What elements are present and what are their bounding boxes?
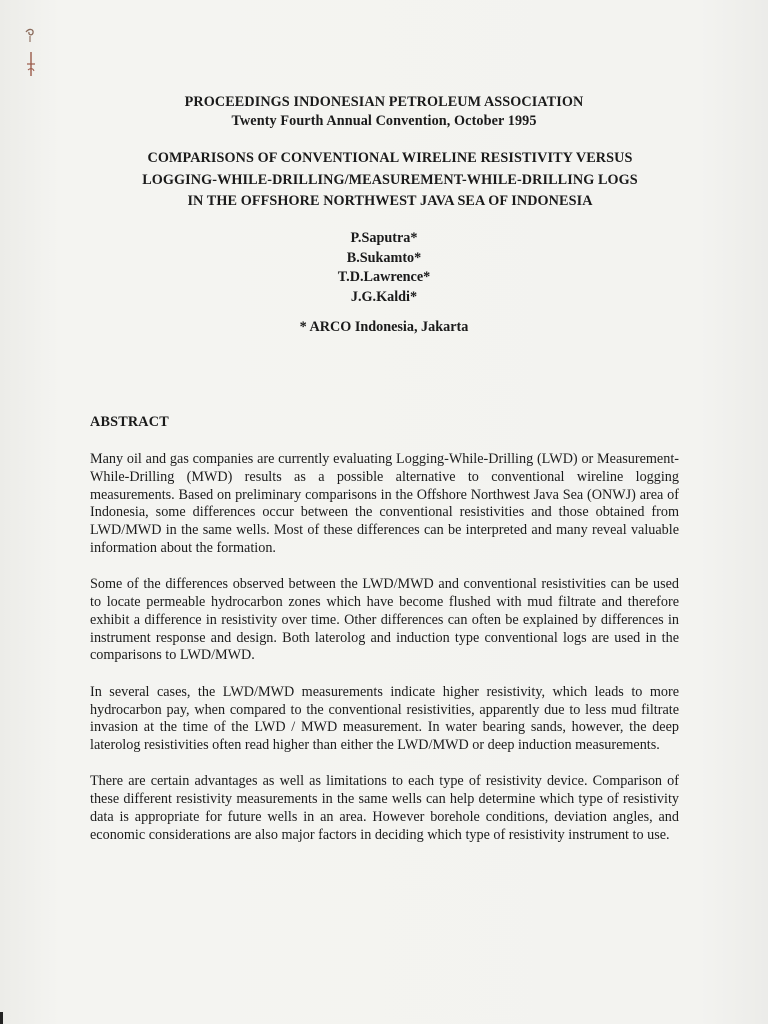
abstract-paragraph: In several cases, the LWD/MWD measurements indicate higher resistivity, which leads to more hydrocarbon pay, when compared to the conventional resistivities, apparently due to less mud filtrate invasion at the time of the LWD / MWD measurement. In water bearing sands, however, the deep laterolog resistivities often read higher than either the LWD/MWD or deep induction measurements. <box>90 683 679 754</box>
author-name: B.Sukamto* <box>346 249 422 266</box>
title-line: COMPARISONS OF CONVENTIONAL WIRELINE RESISTIVITY VERSUS <box>147 150 633 166</box>
title-line: IN THE OFFSHORE NORTHWEST JAVA SEA OF INDONESIA <box>187 193 593 209</box>
conference-header <box>0 93 768 131</box>
handwritten-mark-icon <box>20 24 44 80</box>
abstract-body <box>90 451 679 863</box>
author-list <box>0 229 768 307</box>
affiliation: * ARCO Indonesia, Jakarta <box>299 319 469 335</box>
conference-edition: Twenty Fourth Annual Convention, October 1995 <box>231 113 537 129</box>
scan-edge-mark <box>0 1012 3 1024</box>
abstract-paragraph: Some of the differences observed between the LWD/MWD and conventional resistivities can be used to locate permeable hydrocarbon zones which have become flushed with mud filtrate and therefore exhibit a difference in resistivity over time. Other differences can often be explained by differences in instrument response and design. Both laterolog and induction type conventional logs are used in the comparisons to LWD/MWD. <box>90 576 679 664</box>
title-line: LOGGING-WHILE-DRILLING/MEASUREMENT-WHILE-DRILLING LOGS <box>142 171 638 188</box>
paper-title <box>60 148 720 213</box>
author-name: J.G.Kaldi* <box>350 288 418 305</box>
abstract-heading: ABSTRACT <box>90 414 169 430</box>
author-name: T.D.Lawrence* <box>337 269 431 285</box>
author-name: P.Saputra* <box>350 230 418 246</box>
abstract-paragraph: Many oil and gas companies are currently evaluating Logging-While-Drilling (LWD) or Measurement-While-Drilling (MWD) results as a possible alternative to conventional wireline logging measurements. Based on preliminary comparisons in the Offshore Northwest Java Sea (ONWJ) area of Indonesia, some differences occur between the conventional resistivities and those obtained from LWD/MWD in the same wells. Most of these differences can be interpreted and many reveal valuable information about the formation. <box>90 451 679 556</box>
abstract-paragraph: There are certain advantages as well as limitations to each type of resistivity device. Comparison of these different resistivity measurements in the same wells can help determine which type of resistivity data is appropriate for future wells in an area. However borehole conditions, deviation angles, and economic considerations are also major factors in deciding which type of resistivity instrument to use. <box>90 773 679 843</box>
conference-name: PROCEEDINGS INDONESIAN PETROLEUM ASSOCIATION <box>184 94 584 110</box>
